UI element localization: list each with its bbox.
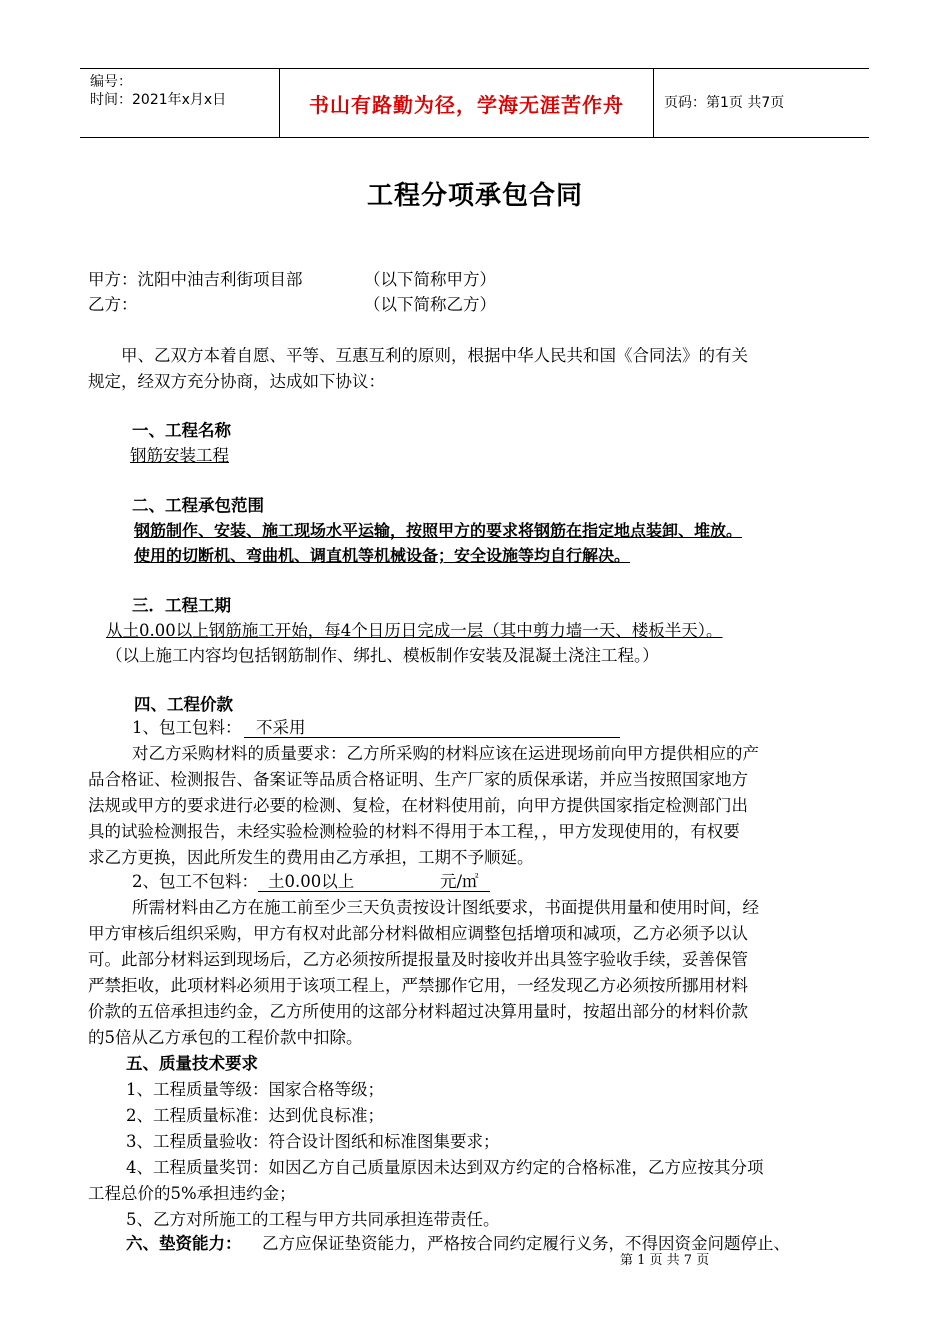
s2-line-2: 使用的切断机、弯曲机、调直机等机械设备；安全设施等均自行解决。 bbox=[134, 546, 631, 565]
page-label: 页码：第1页 共7页 bbox=[664, 95, 785, 111]
page-footer: 第 1 页 共 7 页 bbox=[620, 1253, 710, 1268]
s5-item-5: 5、乙方对所施工的工程与甲方共同承担连带责任。 bbox=[126, 1210, 500, 1229]
s4-para2-line-4: 严禁拒收，此项材料必须用于该项工程上，严禁挪作它用，一经发现乙方必须按所挪用材料 bbox=[88, 976, 748, 995]
s1-content: 钢筋安装工程 bbox=[130, 446, 229, 465]
header-motto-cell bbox=[280, 69, 654, 137]
header-left-cell bbox=[80, 69, 280, 137]
header-page-cell bbox=[654, 69, 869, 137]
s4-para1-line-1: 对乙方采购材料的质量要求：乙方所采购的材料应该在运进现场前向甲方提供相应的产 bbox=[132, 744, 759, 763]
party-b-note: （以下简称乙方） bbox=[364, 295, 496, 314]
intro-line-2: 规定，经双方充分协商，达成如下协议： bbox=[88, 372, 385, 391]
party-a-note: （以下简称甲方） bbox=[364, 270, 496, 289]
s2-heading: 二、工程承包范围 bbox=[132, 496, 264, 515]
s4-para2-line-1: 所需材料由乙方在施工前至少三天负责按设计图纸要求，书面提供用量和使用时间，经 bbox=[132, 898, 759, 917]
s4-item2-underline bbox=[258, 891, 490, 892]
number-label: 编号： bbox=[90, 74, 132, 90]
s4-heading: 四、工程价款 bbox=[134, 695, 233, 714]
s4-item2-label: 2、包工不包料： bbox=[132, 872, 258, 891]
intro-line-1: 甲、乙双方本着自愿、平等、互惠互利的原则，根据中华人民共和国《合同法》的有关 bbox=[121, 346, 748, 365]
s3-heading: 三．工程工期 bbox=[132, 596, 231, 615]
s5-item-2: 2、工程质量标准：达到优良标准； bbox=[126, 1106, 384, 1125]
s4-para1-line-5: 求乙方更换，因此所发生的费用由乙方承担，工期不予顺延。 bbox=[88, 848, 534, 867]
time-label: 时间：2021年x月x日 bbox=[90, 92, 227, 108]
s4-item1-label: 1、包工包料： bbox=[132, 718, 242, 737]
s4-item1-value: 不采用 bbox=[256, 718, 306, 737]
s5-item-4-cont: 工程总价的5%承担违约金； bbox=[88, 1184, 296, 1203]
s4-item2-unit: 元/㎡ bbox=[440, 872, 479, 891]
s4-para1-line-3: 法规或甲方的要求进行必要的检测、复检，在材料使用前，向甲方提供国家指定检测部门出 bbox=[88, 796, 748, 815]
s6-heading: 六、垫资能力： bbox=[126, 1234, 242, 1253]
s3-line-2: （以上施工内容均包括钢筋制作、绑扎、模板制作安装及混凝土浇注工程。） bbox=[106, 646, 659, 665]
s4-item2-value: 土0.00以上 bbox=[268, 872, 355, 891]
s4-para1-line-2: 品合格证、检测报告、备案证等品质合格证明、生产厂家的质保承诺，并应当按照国家地方 bbox=[88, 770, 748, 789]
motto: 书山有路勤为径，学海无涯苦作舟 bbox=[309, 93, 624, 117]
s4-para2-line-6: 的5倍从乙方承包的工程价款中扣除。 bbox=[88, 1028, 363, 1047]
document-title: 工程分项承包合同 bbox=[366, 181, 583, 211]
s5-item-3: 3、工程质量验收：符合设计图纸和标准图集要求； bbox=[126, 1132, 500, 1151]
s5-item-4: 4、工程质量奖罚：如因乙方自己质量原因未达到双方约定的合格标准，乙方应按其分项 bbox=[126, 1158, 764, 1177]
party-a: 甲方：沈阳中油吉利街项目部 bbox=[88, 270, 303, 289]
s1-heading: 一、工程名称 bbox=[132, 421, 231, 440]
header-table bbox=[80, 68, 869, 138]
s4-para2-line-3: 可。此部分材料运到现场后，乙方必须按所提报量及时接收并出具签字验收手续，妥善保管 bbox=[88, 950, 748, 969]
s4-item1-underline bbox=[244, 737, 620, 738]
party-b: 乙方： bbox=[88, 295, 138, 314]
s3-line-1: 从土0.00以上钢筋施工开始，每4个日历日完成一层（其中剪力墙一天、楼板半天）。 bbox=[106, 621, 723, 640]
s4-para2-line-5: 价款的五倍承担违约金，乙方所使用的这部分材料超过决算用量时，按超出部分的材料价款 bbox=[88, 1002, 748, 1021]
s4-para1-line-4: 具的试验检测报告，未经实验检测检验的材料不得用于本工程，，甲方发现使用的，有权要 bbox=[88, 822, 740, 841]
s4-para2-line-2: 甲方审核后组织采购，甲方有权对此部分材料做相应调整包括增项和减项，乙方必须予以认 bbox=[88, 924, 748, 943]
s5-heading: 五、质量技术要求 bbox=[126, 1054, 258, 1073]
s5-item-1: 1、工程质量等级：国家合格等级； bbox=[126, 1080, 384, 1099]
s2-line-1: 钢筋制作、安装、施工现场水平运输，按照甲方的要求将钢筋在指定地点装卸、堆放。 bbox=[134, 521, 743, 540]
s6-text: 乙方应保证垫资能力，严格按合同约定履行义务，不得因资金问题停止、 bbox=[262, 1234, 790, 1253]
